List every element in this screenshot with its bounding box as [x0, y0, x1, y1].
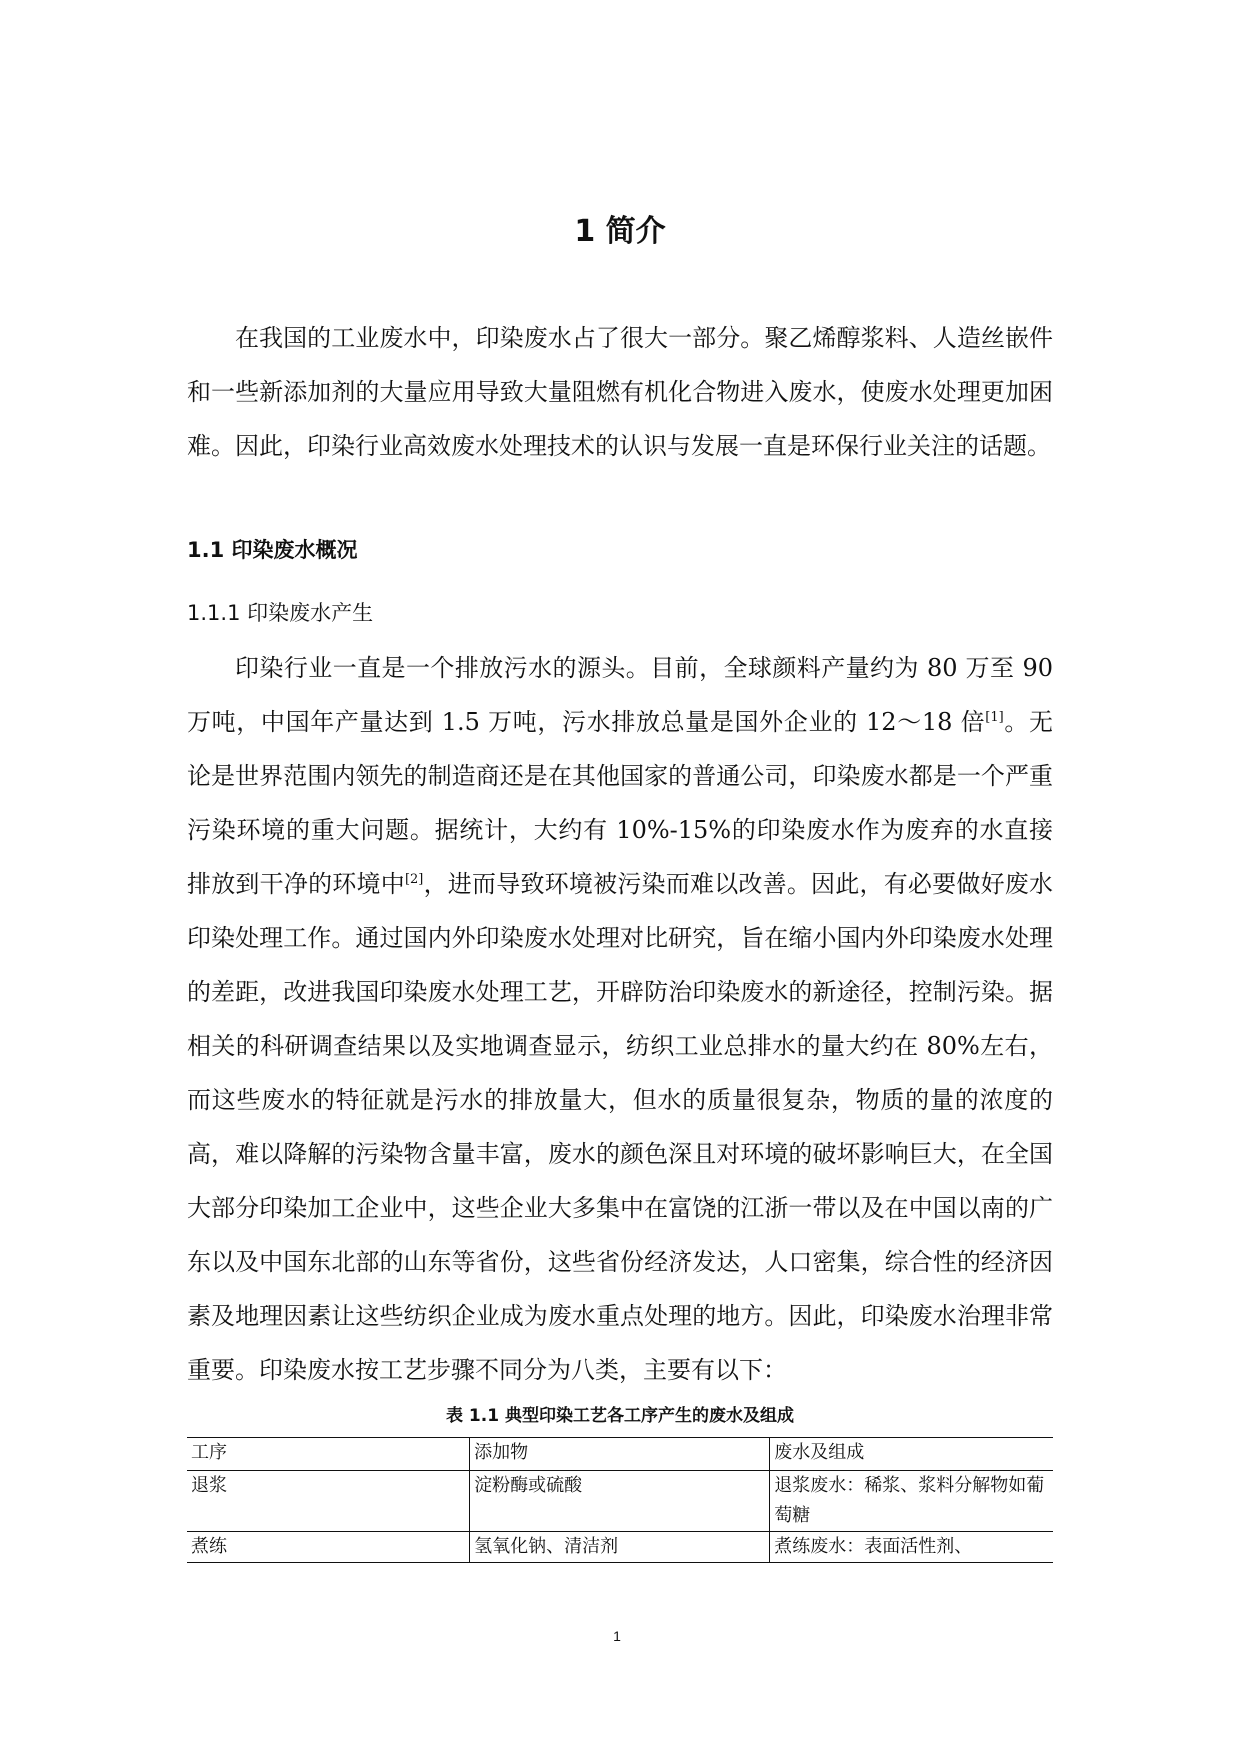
table-cell: 淀粉酶或硫酸	[470, 1471, 770, 1532]
table-cell: 退浆	[187, 1471, 470, 1532]
section-heading: 1.1 印染废水概况	[187, 538, 358, 562]
intro-paragraph: 在我国的工业废水中，印染废水占了很大一部分。聚乙烯醇浆料、人造丝嵌件和一些新添加剂的大量应用导致大量阻燃有机化合物进入废水，使废水处理更加困难。因此，印染行业高效废水处理技术的认识与发展一直是环保行业关注的话题。	[187, 324, 1053, 460]
table-cell: 煮练	[187, 1532, 470, 1563]
table-cell: 氢氧化钠、清洁剂	[470, 1532, 770, 1563]
paragraph-text: ，进而导致环境被污染而难以改善。因此，有必要做好废水印染处理工作。通过国内外印染废水处理对比研究，旨在缩小国内外印染废水处理的差距，改进我国印染废水处理工艺，开辟防治印染废水的新途径，控制污染。据相关的科研调查结果以及实地调查显示，纺织工业总排水的量大约在 80%左右，而这些废水的特征就是污水的排放量大，但水的质量很复杂，物质的量的浓度的高，难以降解的污染物含量丰富，废水的颜色深且对环境的破坏影响巨大，在全国大部分印染加工企业中，这些企业大多集中在富饶的江浙一带以及在中国以南的广东以及中国东北部的山东等省份，这些省份经济发达，人口密集，综合性的经济因素及地理因素让这些纺织企业成为废水重点处理的地方。因此，印染废水治理非常重要。印染废水按工艺步骤不同分为八类，主要有以下：	[187, 870, 1054, 1384]
subsection-heading: 1.1.1 印染废水产生	[187, 601, 374, 625]
citation-ref-1[interactable]: [1]	[985, 710, 1004, 725]
citation-ref-2[interactable]: [2]	[404, 872, 424, 887]
table-row	[187, 1532, 1053, 1563]
paragraph-text: 。无论是世界范围内领先的制造商还是在其他国家的普通公司，印染废水都是一个严重污染环境的重大问题。据统计，大约有 10%-15%的印染废水作为废弃的水直接排放到干净的环境中	[187, 708, 1054, 898]
table-header-row	[187, 1438, 1053, 1471]
process-wastewater-table	[187, 1437, 1053, 1563]
chapter-title: 1 简介	[574, 214, 666, 249]
table-caption: 表 1.1 典型印染工艺各工序产生的废水及组成	[446, 1406, 794, 1426]
page-number: 1	[613, 1628, 621, 1644]
header-cell-process: 工序	[187, 1438, 470, 1471]
table-row	[187, 1471, 1053, 1532]
body-paragraph	[187, 641, 1053, 1397]
table-cell: 煮练废水：表面活性剂、	[770, 1532, 1053, 1563]
header-cell-wastewater: 废水及组成	[770, 1438, 1053, 1471]
paragraph-text: 印染行业一直是一个排放污水的源头。目前，全球颜料产量约为 80 万至 90 万吨，中国年产量达到 1.5 万吨，污水排放总量是国外企业的 12～18 倍	[187, 654, 1053, 736]
header-cell-additive: 添加物	[470, 1438, 770, 1471]
table-cell: 退浆废水：稀浆、浆料分解物如葡萄糖	[770, 1471, 1053, 1532]
